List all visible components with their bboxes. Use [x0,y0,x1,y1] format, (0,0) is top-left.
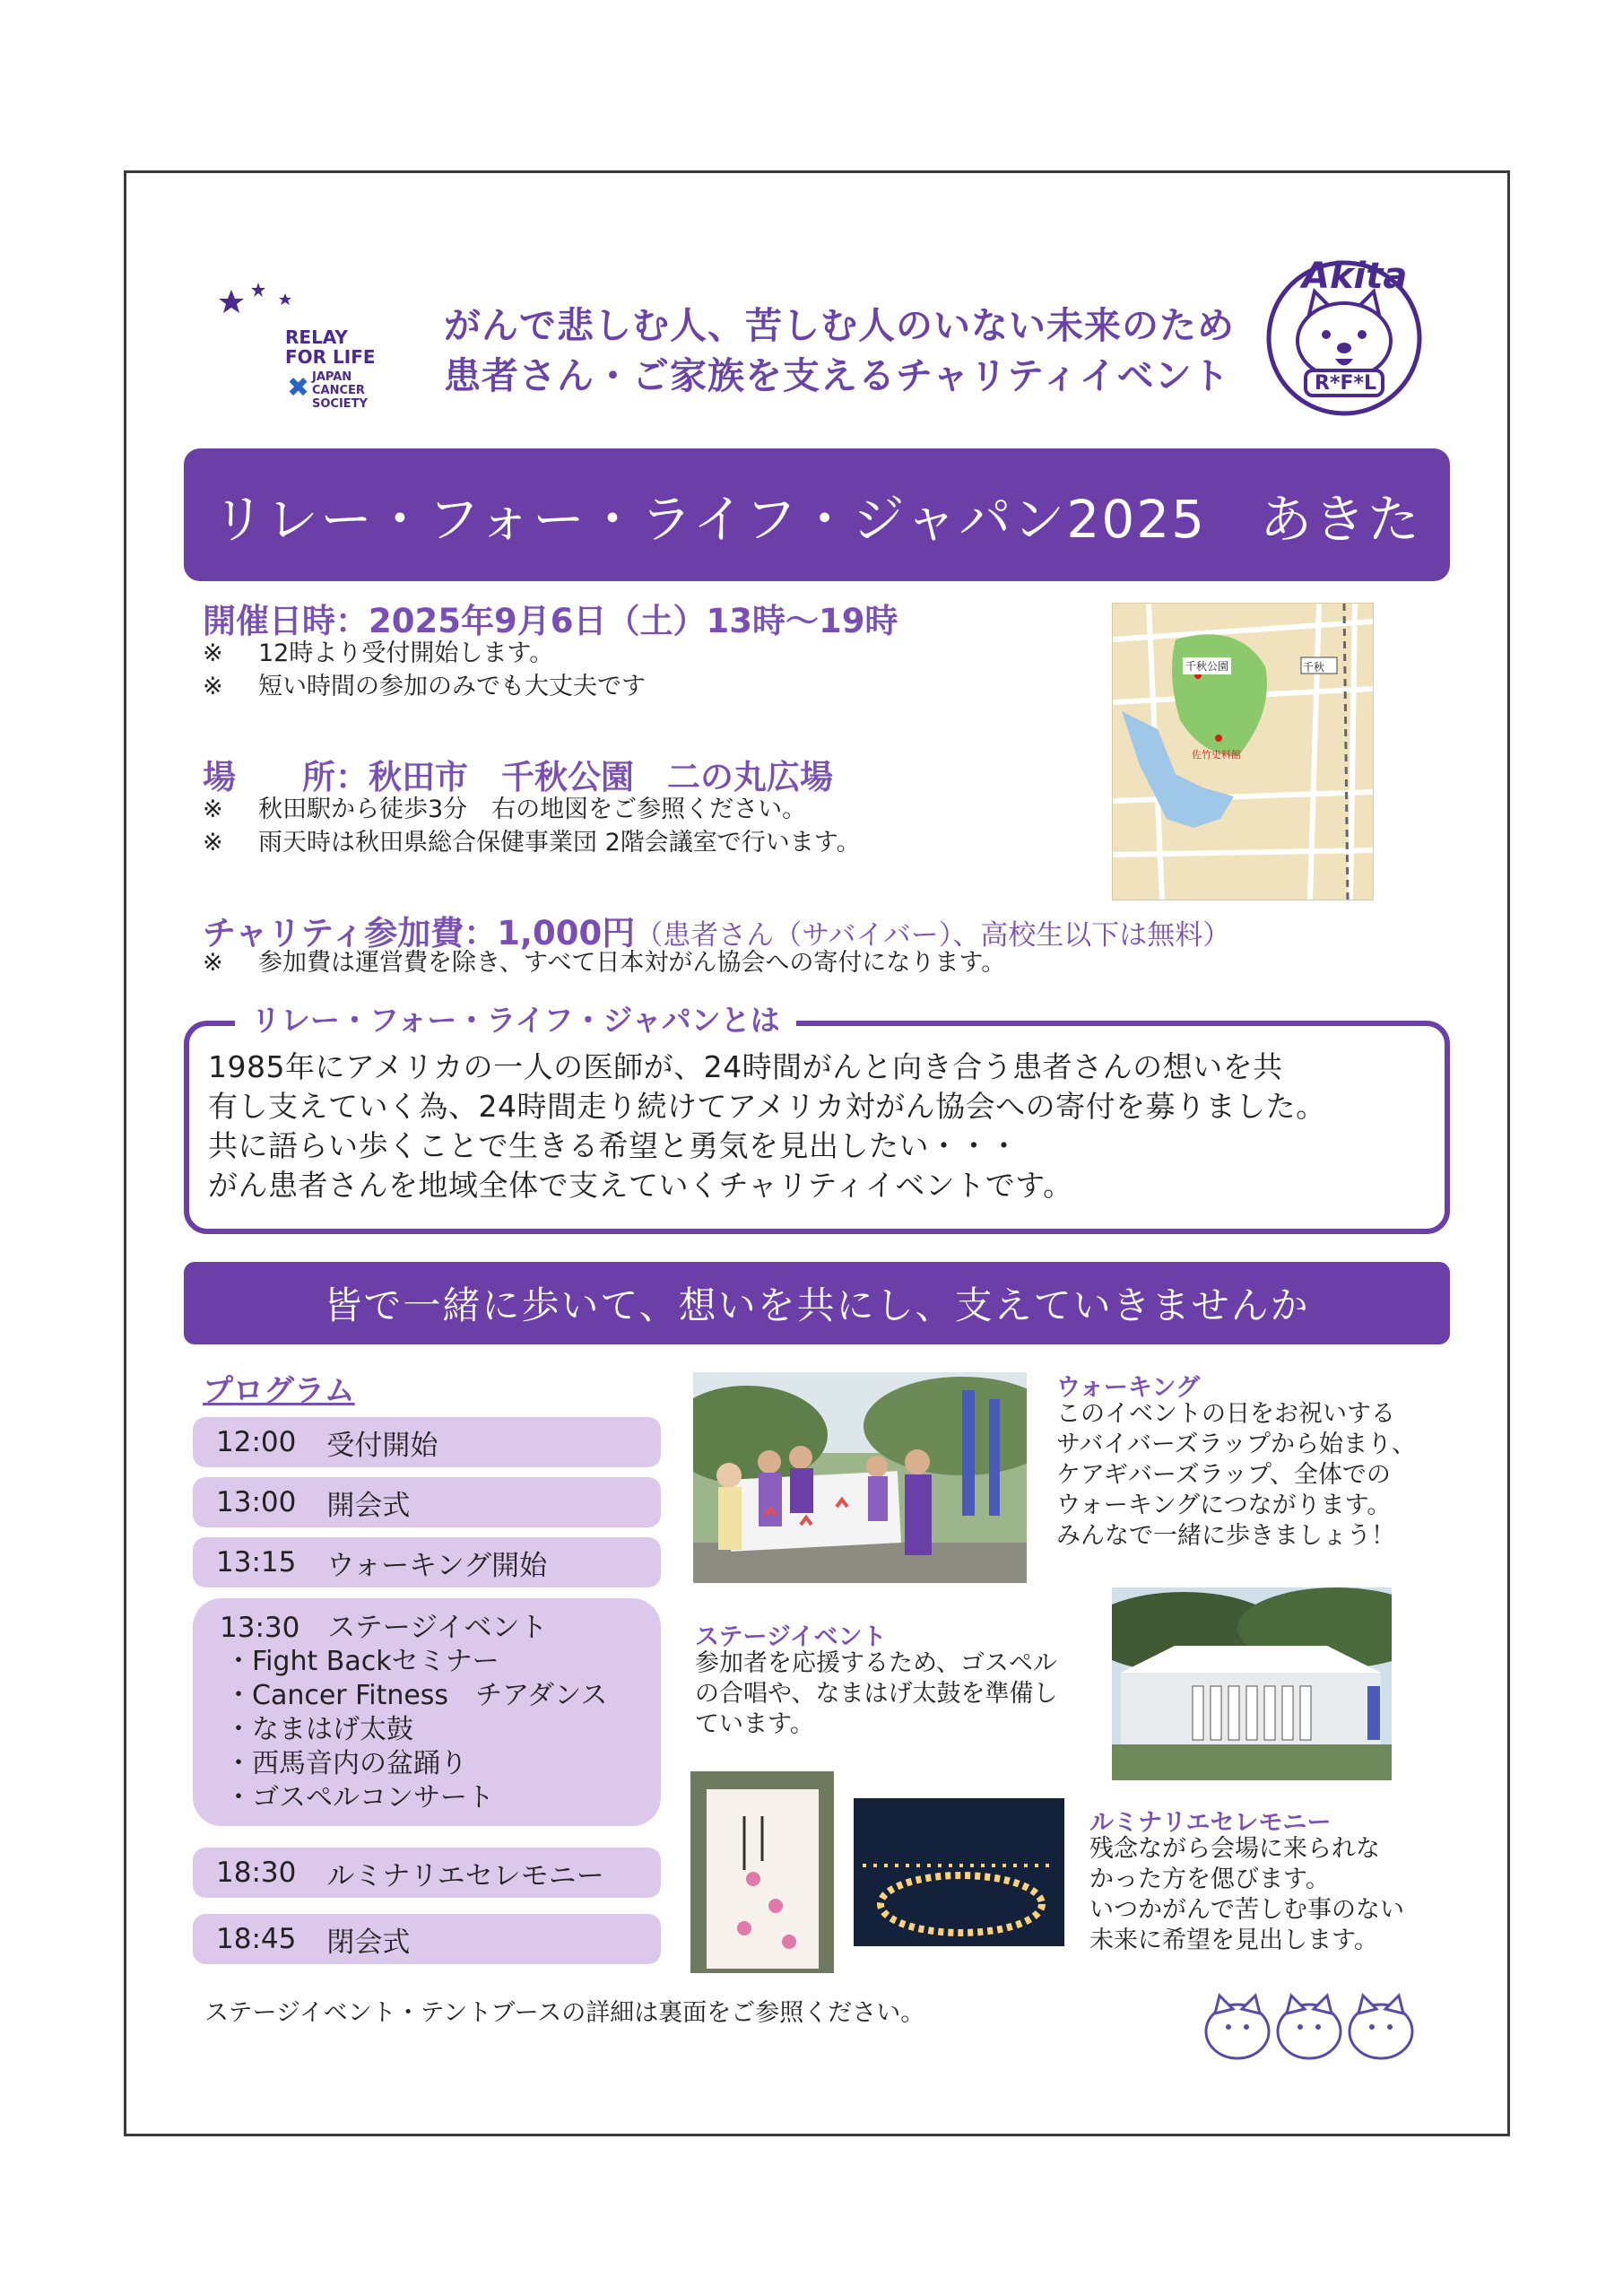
luminarie-caption-heading: ルミナリエセレモニー [1089,1809,1332,1837]
tagline-line-2: 患者さん・ご家族を支えるチャリティイベント [444,354,1230,397]
program-time: 18:30 [216,1857,297,1889]
stage-photo-image [1112,1587,1392,1780]
luminarie-bag-photo [690,1771,834,1973]
akita-dogs-illustration [1193,1982,1435,2072]
about-line: 有し支えていく為、24時間走り続けてアメリカ対がん協会への寄付を募りました。 [208,1089,1326,1124]
kome-mark: ※ [203,673,223,700]
program-label: 閉会式 [326,1926,411,1959]
stage-sub-item: ・なまはげ太鼓 [225,1714,413,1745]
fee-free-note: （患者さん（サバイバー）、高校生以下は無料） [635,919,1231,952]
rfl-logo-text: R*F*L [1315,372,1376,395]
stage-photo [1112,1587,1392,1780]
venue-note-text: 秋田駅から徒歩3分 右の地図をご参照ください。 [258,796,807,823]
stage-sub-item: ・ゴスペルコンサート [225,1782,494,1813]
caption-line: いつかがんで苦しむ事のない [1089,1896,1404,1924]
stage-sub-item: ・西馬音内の盆踊り [225,1748,467,1779]
program-item [193,1914,661,1964]
footer-note: ステージイベント・テントブースの詳細は裏面をご参照ください。 [204,1999,925,2027]
slogan-text: 皆で一緒に歩いて、想いを共にし、支えていきませんか [324,1283,1310,1327]
luminarie-bag-image [690,1771,834,1973]
date-note-text: 短い時間の参加のみでも大丈夫です [258,673,646,700]
stage-sub-item: ・Fight Backセミナー [225,1646,499,1677]
map-label-area: 千秋 [1303,661,1325,674]
walking-caption-heading: ウォーキング [1056,1374,1201,1402]
program-item [193,1848,661,1898]
akita-logo-text: Akita [1302,256,1408,297]
program-time: 12:00 [216,1426,297,1458]
walking-photo [693,1372,1027,1583]
ribbon-icon: ✖ [287,372,310,404]
caption-line: ウォーキングにつながります。 [1056,1492,1392,1519]
caption-line: みんなで一緒に歩きましょう！ [1056,1522,1395,1550]
program-label: ウォーキング開始 [326,1549,548,1582]
caption-line: かった方を偲びます。 [1089,1866,1330,1893]
caption-line: このイベントの日をお祝いする [1056,1400,1395,1428]
logo-text-japan: JAPAN [312,370,352,384]
header-tagline [444,300,1251,401]
about-line: がん患者さんを地域全体で支えていくチャリティイベントです。 [208,1168,1073,1203]
program-item [193,1537,661,1587]
date-note-2 [203,670,646,703]
slogan-banner [184,1262,1450,1344]
venue-note-2 [203,826,861,859]
luminarie-night-photo [854,1798,1064,1946]
map-label-hall: 佐竹史料館 [1192,749,1241,761]
stage-sub-item: ・Cancer Fitness チアダンス [225,1680,608,1711]
akita-rfl-logo [1259,256,1429,417]
fee-heading: チャリティ参加費：1,000円 [203,914,636,952]
program-label: 開会式 [326,1489,411,1522]
date-heading: 開催日時：2025年9月6日（土）13時～19時 [203,602,898,640]
venue-map [1112,603,1374,900]
caption-line: 未来に希望を見出します。 [1089,1926,1378,1954]
about-line: 共に語らい歩くことで生きる希望と勇気を見出したい・・・ [208,1128,1020,1163]
program-item [193,1417,661,1467]
logo-text-cancer: CANCER [312,384,365,397]
date-note-1 [203,637,553,670]
program-label: 受付開始 [326,1429,438,1462]
tagline-line-1: がんで悲しむ人、苦しむ人のいない未来のため [444,304,1235,347]
logo-text-for-life: FOR LIFE [285,346,376,368]
venue-note-text: 雨天時は秋田県総合保健事業団 2階会議室で行います。 [258,829,861,857]
date-note-text: 12時より受付開始します。 [258,639,554,667]
logo-text-society: SOCIETY [312,397,368,411]
relay-for-life-logo [215,283,395,417]
caption-line: ています。 [695,1710,814,1738]
luminarie-caption [1089,1834,1404,1956]
walking-photo-image [693,1372,1027,1583]
program-label: ステージイベント [327,1612,548,1644]
stage-caption [695,1648,1057,1740]
about-line: 1985年にアメリカの一人の医師が、24時間がんと向き合う患者さんの想いを共 [208,1049,1283,1084]
caption-line: ケアギバーズラップ、全体での [1056,1461,1391,1489]
program-time: 13:30 [220,1612,300,1644]
map-label-park: 千秋公園 [1183,657,1231,674]
caption-line: の合唱や、なまはげ太鼓を準備し [695,1680,1058,1708]
event-title: リレー・フォー・ライフ・ジャパン2025 あきた [212,489,1422,550]
caption-line: 残念ながら会場に来られな [1089,1835,1380,1863]
program-time: 13:00 [216,1486,297,1518]
program-time: 13:15 [216,1546,297,1578]
event-title-banner [184,448,1450,581]
dogs-icon [1193,1982,1435,2072]
program-item [193,1477,661,1527]
about-label: リレー・フォー・ライフ・ジャパンとは [235,997,796,1039]
caption-line: 参加者を応援するため、ゴスペル [695,1649,1057,1677]
fee-note-text: 参加費は運営費を除き、すべて日本対がん協会への寄付になります。 [258,949,1006,977]
about-text [208,1048,1436,1205]
luminarie-night-image [854,1798,1064,1946]
logo-text-relay: RELAY [285,326,348,348]
kome-mark: ※ [203,796,223,823]
program-time: 18:45 [216,1923,297,1955]
map-graphic [1113,604,1373,900]
venue-note-1 [203,793,806,826]
kome-mark: ※ [203,949,223,977]
program-title: プログラム [203,1373,355,1409]
stage-caption-heading: ステージイベント [695,1623,887,1651]
fee-note [203,946,1005,979]
kome-mark: ※ [203,639,223,667]
program-label: ルミナリエセレモニー [326,1859,604,1892]
program-stage-block [193,1598,661,1826]
walking-caption [1056,1399,1416,1552]
caption-line: サバイバーズラップから始まり、 [1056,1431,1416,1458]
venue-heading: 場 所：秋田市 千秋公園 二の丸広場 [203,758,833,796]
kome-mark: ※ [203,829,223,857]
